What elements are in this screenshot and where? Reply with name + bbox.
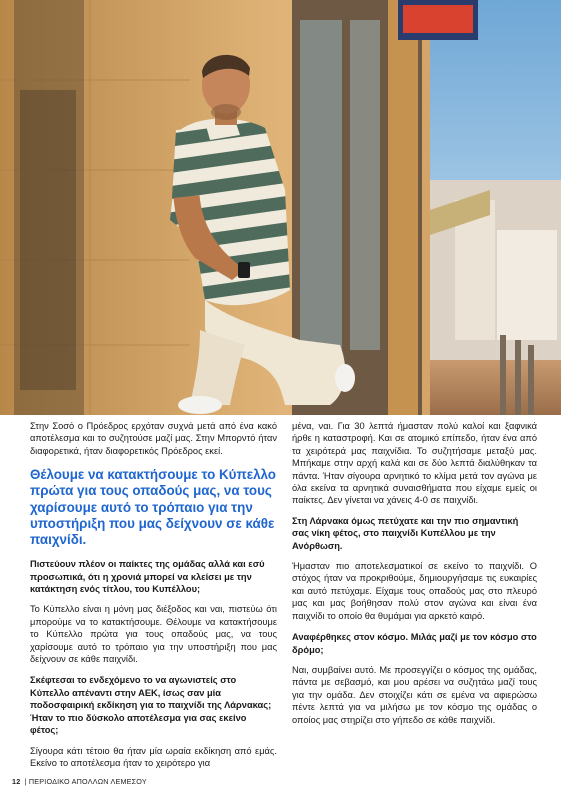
question-2: Σκέφτεσαι το ενδεχόμενο το να αγωνιστείς στο Κύπελλο απέναντι στην ΑΕΚ, ίσως σαν μία ποδοσφαιρική εκδίκηση για το παιχνίδι της Λάρνακας; Ήταν το πιο δύσκολο αποτέλεσμα για σας εκείνο φέτος;	[30, 675, 272, 736]
intro-paragraph: Στην Σοσό ο Πρόεδρος ερχόταν συχνά μετά από ένα κακό αποτέλεσμα και το συζητούσε μαζί μας. Στην Μπορντό ήταν διαφορετικά, ήταν διαφορετικός Πρόεδρος εκεί.	[30, 421, 277, 456]
page-footer	[12, 777, 147, 786]
pull-quote: Θέλουμε να κατακτήσουμε το Κύπελλο πρώτα για τους οπαδούς μας, να τους χαρίσουμε αυτό το τρόπαιο για την υποστήριξη που μας δείχνουν σε κάθε παιχνίδι.	[30, 467, 276, 548]
answer-1: Το Κύπελλο είναι η μόνη μας διέξοδος και ναι, πιστεύω ότι μπορούμε να το κατακτήσουμε. Θέλουμε να κατακτήσουμε το Κύπελλο πρώτα για τους οπαδούς μας, να τους χαρίσουμε αυτό το τρόπαιο για την υποστήριξη που μας δείχνουν σε κάθε παιχνίδι.	[30, 604, 277, 665]
question-1: Πιστεύουν πλέον οι παίκτες της ομάδας αλλά και εσύ προσωπικά, ότι η χρονιά μπορεί να κλείσει με την κατάκτηση ενός τίτλου, του Κυπέλλου;	[30, 559, 265, 595]
article-column-right	[292, 420, 537, 735]
page-number: 12	[12, 777, 21, 786]
answer-2: Σίγουρα κάτι τέτοιο θα ήταν μία ωραία εκδίκηση από εμάς. Εκείνο το αποτέλεσμα ήταν το χειρότερο για	[30, 745, 277, 768]
article-column-left	[30, 420, 277, 778]
question-4: Αναφέρθηκες στον κόσμο. Μιλάς μαζί με τον κόσμο στο δρόμο;	[292, 632, 537, 655]
question-3: Στη Λάρνακα όμως πετύχατε και την πιο σημαντική σας νίκη φέτος, στο παιχνίδι Κυπέλλου με την Ανόρθωση.	[292, 515, 519, 551]
answer-3: Ήμασταν πιο αποτελεσματικοί σε εκείνο το παιχνίδι. Ο στόχος ήταν να προκριθούμε, δημιουργήσαμε τις ευκαιρίες και αυτό πετύχαμε. Είχαμε τους οπαδούς μας στο πλευρό μας και μας βοήθησαν πολύ στον αγώνα και είναι ένα παιχνίδι το οποίο θα θυμάμαι για αρκετό καιρό.	[292, 561, 537, 621]
answer-2-continued: μένα, ναι. Για 30 λεπτά ήμασταν πολύ καλοί και ξαφνικά ήρθε η καταστροφή. Και σε ατομικό επίπεδο, ήταν ένα από τα χειρότερά μας παιχνίδια. Το συζητήσαμε μεταξύ μας. Μπήκαμε στην αρχή καλά και σε δύο λεπτά διαλύθηκαν τα πάντα. Ήταν σίγουρα αρνητικό το κλίμα μετά τον αγώνα με όλα εκείνα τα αρνητικά συναισθήματα που είχαμε εμείς οι παίκτες. Δεν γίνεται να χάνεις 4-0 σε παιχνίδι.	[292, 421, 537, 506]
publication-name: | ΠΕΡΙΟΔΙΚΟ ΑΠΟΛΛΩΝ ΛΕΜΕΣΟΥ	[24, 777, 147, 786]
answer-4: Ναι, συμβαίνει αυτό. Με προσεγγίζει ο κόσμος της ομάδας, πάντα με σεβασμό, και μου αρέσει να συζητάω μαζί τους για την ομάδα. Δεν στοιχίζει κάτι σε εμένα να αφιερώσω πέντε λεπτά για να μιλήσω με τον κόσμο της ομάδας ο οποίος μας στηρίζει στο γήπεδο σε κάθε παιχνίδι.	[292, 664, 537, 725]
